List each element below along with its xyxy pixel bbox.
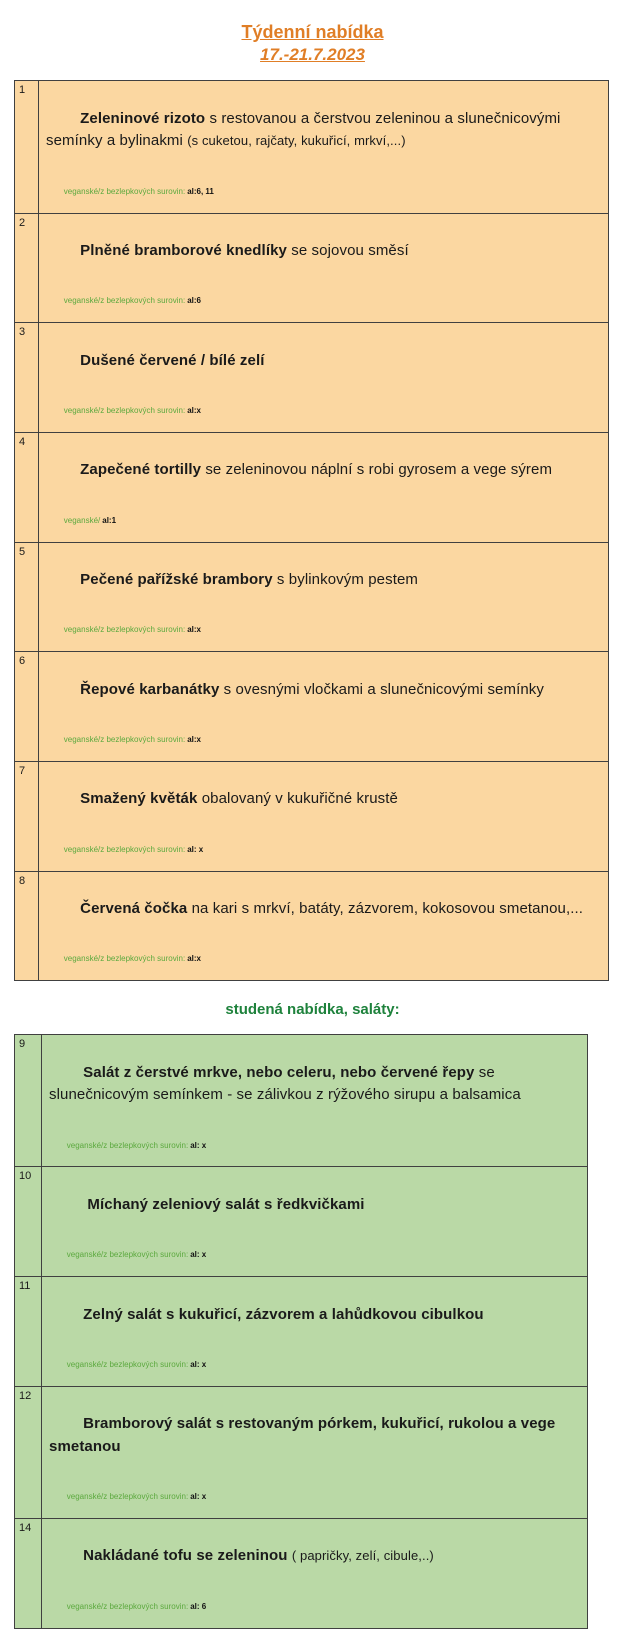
dish-text xyxy=(46,656,600,724)
row-body xyxy=(39,433,608,542)
dish-description: na kari s mrkví, batáty, zázvorem, kokosovou smetanou,... xyxy=(187,900,584,918)
row-body xyxy=(39,762,608,871)
allergen-code: al:6 xyxy=(187,296,201,306)
dish-text xyxy=(49,1523,579,1591)
dish-name: Řepové karbanátky xyxy=(80,680,220,698)
vegan-label: veganské/z bezlepkových surovin: xyxy=(63,296,186,306)
row-number: 12 xyxy=(15,1387,42,1518)
allergen-note xyxy=(46,834,600,865)
allergen-note xyxy=(46,396,600,427)
dish-text xyxy=(46,876,600,944)
dish-description: se zeleninovou náplní s robi gyrosem a vege sýrem xyxy=(201,461,553,479)
allergen-note xyxy=(49,1240,579,1271)
cold-menu-table xyxy=(14,1034,588,1628)
row-number: 11 xyxy=(15,1277,42,1386)
dish-name: Pečené pařížské brambory xyxy=(80,571,273,589)
allergen-note xyxy=(46,944,600,975)
vegan-label: veganské/z bezlepkových surovin: xyxy=(63,844,186,854)
row-number: 3 xyxy=(15,323,39,432)
dish-text xyxy=(49,1391,579,1481)
row-body xyxy=(42,1277,587,1386)
vegan-label: veganské/z bezlepkových surovin: xyxy=(63,625,186,635)
dish-name: Zelný salát s kukuřicí, zázvorem a lahůdkovou cibulkou xyxy=(83,1305,484,1323)
vegan-label: veganské/z bezlepkových surovin: xyxy=(66,1492,189,1502)
dish-name: Plněné bramborové knedlíky xyxy=(80,242,287,260)
vegan-label: veganské/z bezlepkových surovin: xyxy=(63,406,186,416)
vegan-label: veganské/z bezlepkových surovin: xyxy=(63,735,186,745)
allergen-note xyxy=(46,725,600,756)
row-number: 14 xyxy=(15,1519,42,1628)
dish-name: Bramborový salát s restovaným pórkem, kukuřicí, rukolou a vege smetanou xyxy=(49,1415,560,1455)
dish-text xyxy=(46,547,600,615)
allergen-code: al:x xyxy=(187,406,201,416)
vegan-label: veganské/z bezlepkových surovin: xyxy=(66,1360,189,1369)
dish-description: s bylinkovým pestem xyxy=(272,571,419,589)
allergen-code: al:x xyxy=(187,954,201,964)
dish-name: Zapečené tortilly xyxy=(80,461,202,479)
hot-menu-table xyxy=(14,80,609,981)
dish-description: s restovanou a čerstvou zeleninou a slunečnicovými semínky a bylinakmi xyxy=(46,109,565,150)
allergen-code: al:x xyxy=(187,625,201,635)
allergen-note xyxy=(46,615,600,646)
allergen-code: al: x xyxy=(190,1140,207,1150)
menu-row xyxy=(15,322,608,432)
dish-parenthetical: ( papričky, zelí, cibule,..) xyxy=(291,1548,434,1564)
dish-text xyxy=(49,1039,579,1129)
menu-row xyxy=(15,1518,587,1628)
allergen-note xyxy=(46,505,600,536)
row-body xyxy=(39,872,608,981)
vegan-label: veganské/z bezlepkových surovin: xyxy=(66,1140,189,1150)
row-number: 9 xyxy=(15,1035,42,1166)
dish-name: Červená čočka xyxy=(80,900,188,918)
allergen-code: al: x xyxy=(190,1492,207,1502)
dish-description: obalovaný v kukuřičné krustě xyxy=(197,790,398,808)
menu-row xyxy=(15,81,608,212)
dish-name: Salát z čerstvé mrkve, nebo celeru, nebo červené řepy xyxy=(83,1063,475,1081)
allergen-note xyxy=(46,286,600,317)
dish-name: Zeleninové rizoto xyxy=(80,109,206,127)
dish-text xyxy=(49,1281,579,1349)
vegan-label: veganské/z bezlepkových surovin: xyxy=(66,1250,189,1260)
menu-row xyxy=(15,213,608,323)
vegan-label: veganské/ xyxy=(63,515,101,525)
dish-name: Dušené červené / bílé zelí xyxy=(80,351,265,369)
row-body xyxy=(39,214,608,323)
dish-description: s ovesnými vločkami a slunečnicovými semínky xyxy=(219,680,545,698)
row-body xyxy=(39,652,608,761)
row-body xyxy=(42,1387,587,1518)
dish-text xyxy=(46,327,600,395)
allergen-note xyxy=(49,1591,579,1622)
row-body xyxy=(39,81,608,212)
allergen-code: al: x xyxy=(190,1250,207,1260)
vegan-label: veganské/z bezlepkových surovin: xyxy=(63,186,186,196)
row-number: 8 xyxy=(15,872,39,981)
menu-row xyxy=(15,651,608,761)
allergen-note xyxy=(46,176,600,207)
dish-description: se slunečnicovým semínkem - se zálivkou z rýžového sirupu a balsamica xyxy=(49,1063,521,1104)
allergen-code: al: 6 xyxy=(190,1601,207,1611)
row-number: 10 xyxy=(15,1167,42,1276)
cold-section-heading: studená nabídka, saláty: xyxy=(225,1001,400,1019)
row-number: 4 xyxy=(15,433,39,542)
row-number: 2 xyxy=(15,214,39,323)
row-number: 5 xyxy=(15,543,39,652)
allergen-code: al:6, 11 xyxy=(187,186,214,196)
row-body xyxy=(42,1035,587,1166)
row-number: 6 xyxy=(15,652,39,761)
menu-row xyxy=(15,871,608,981)
menu-row xyxy=(15,432,608,542)
date-range: 17.-21.7.2023 xyxy=(260,45,365,65)
menu-row xyxy=(15,1386,587,1518)
dish-name: Smažený květák xyxy=(80,790,198,808)
title-block xyxy=(0,0,625,66)
dish-description: se sojovou směsí xyxy=(286,242,409,260)
menu-row xyxy=(15,761,608,871)
dish-name: Míchaný zeleniový salát s ředkvičkami xyxy=(83,1195,365,1213)
allergen-code: al: x xyxy=(187,844,204,854)
menu-row xyxy=(15,1035,587,1166)
menu-row xyxy=(15,1276,587,1386)
row-number: 1 xyxy=(15,81,39,212)
dish-text xyxy=(46,85,600,175)
menu-row xyxy=(15,1166,587,1276)
row-body xyxy=(42,1167,587,1276)
allergen-code: al: x xyxy=(190,1360,207,1369)
row-body xyxy=(42,1519,587,1628)
dish-parenthetical: (s cuketou, rajčaty, kukuřicí, mrkví,...) xyxy=(187,133,406,149)
allergen-code: al:1 xyxy=(102,515,117,525)
allergen-note xyxy=(49,1350,579,1381)
dish-text xyxy=(49,1171,579,1239)
row-body xyxy=(39,543,608,652)
allergen-note xyxy=(49,1130,579,1161)
dish-text xyxy=(46,437,600,505)
row-number: 7 xyxy=(15,762,39,871)
allergen-code: al:x xyxy=(187,735,201,745)
vegan-label: veganské/z bezlepkových surovin: xyxy=(66,1601,189,1611)
page-title: Týdenní nabídka xyxy=(241,22,384,42)
dish-name: Nakládané tofu se zeleninou xyxy=(83,1547,288,1565)
row-body xyxy=(39,323,608,432)
vegan-label: veganské/z bezlepkových surovin: xyxy=(63,954,186,964)
allergen-note xyxy=(49,1482,579,1513)
dish-text xyxy=(46,766,600,834)
dish-text xyxy=(46,218,600,286)
menu-row xyxy=(15,542,608,652)
